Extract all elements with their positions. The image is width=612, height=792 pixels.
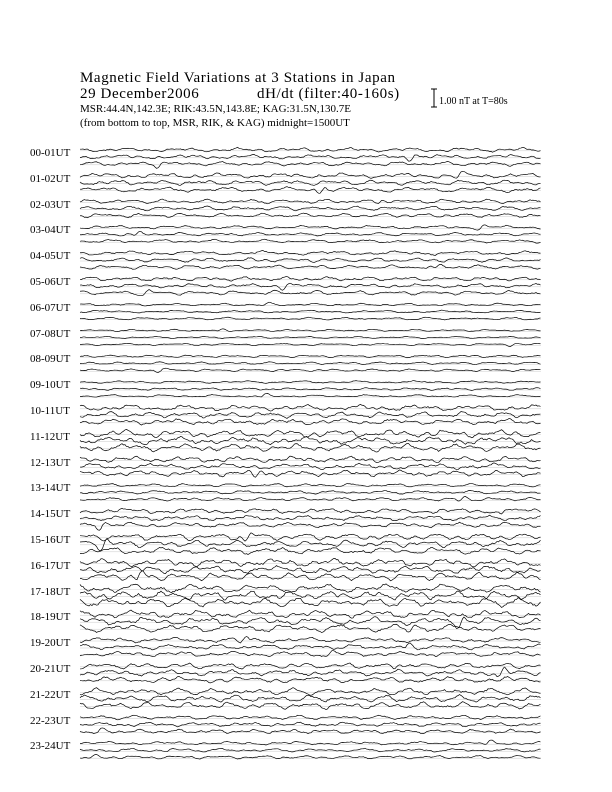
hour-label: 10-11UT bbox=[30, 405, 70, 417]
trace-kag bbox=[80, 199, 541, 204]
hour-label: 04-05UT bbox=[30, 250, 71, 263]
trace-rik bbox=[80, 258, 541, 263]
trace-rik bbox=[80, 643, 541, 650]
trace-kag bbox=[80, 250, 541, 255]
trace-kag bbox=[80, 663, 541, 669]
hour-label: 05-06UT bbox=[30, 276, 71, 288]
trace-msr bbox=[80, 598, 541, 608]
trace-rik bbox=[80, 515, 541, 520]
trace-kag bbox=[80, 637, 541, 643]
trace-msr bbox=[80, 547, 541, 554]
trace-kag bbox=[80, 429, 541, 437]
trace-rik bbox=[80, 206, 541, 211]
trace-rik bbox=[80, 463, 541, 470]
hour-label: 01-02UT bbox=[30, 172, 71, 185]
hour-label: 17-18UT bbox=[30, 585, 71, 598]
trace-rik bbox=[80, 180, 541, 185]
hour-label: 00-01UT bbox=[30, 147, 71, 159]
trace-msr bbox=[80, 443, 541, 452]
trace-msr bbox=[80, 728, 541, 734]
trace-kag bbox=[80, 508, 541, 514]
trace-rik bbox=[80, 566, 541, 574]
hour-label: 03-04UT bbox=[30, 224, 71, 237]
trace-kag bbox=[80, 456, 541, 462]
hour-label: 07-08UT bbox=[30, 327, 71, 340]
station-order-note: (from bottom to top, MSR, RIK, & KAG) midnight=1500UT bbox=[80, 117, 350, 129]
trace-msr bbox=[80, 522, 541, 530]
hour-label: 19-20UT bbox=[30, 637, 71, 650]
trace-kag bbox=[80, 404, 541, 411]
station-coordinates: MSR:44.4N,142.3E; RIK:43.5N,143.8E; KAG:31.5N,130.7E bbox=[80, 103, 352, 115]
hour-label: 02-03UT bbox=[30, 198, 71, 211]
hour-label: 21-22UT bbox=[30, 688, 71, 701]
trace-kag bbox=[80, 147, 541, 152]
hour-label: 23-24UT bbox=[30, 740, 71, 753]
date-label: 29 December2006 bbox=[80, 86, 200, 102]
trace-kag bbox=[80, 484, 541, 487]
filter-label: dH/dt (filter:40-160s) bbox=[257, 86, 400, 102]
hour-label: 08-09UT bbox=[30, 353, 71, 366]
trace-msr bbox=[80, 418, 541, 425]
trace-rik bbox=[80, 617, 541, 629]
scale-label: 1.00 nT at T=80s bbox=[439, 96, 508, 107]
trace-msr bbox=[80, 290, 541, 296]
hour-label: 22-23UT bbox=[30, 714, 71, 727]
trace-kag bbox=[80, 558, 541, 566]
trace-rik bbox=[80, 412, 541, 419]
trace-kag bbox=[80, 533, 541, 541]
hour-label: 11-12UT bbox=[30, 430, 70, 443]
trace-kag bbox=[80, 225, 541, 230]
trace-rik bbox=[80, 722, 541, 727]
hour-label: 14-15UT bbox=[30, 508, 71, 521]
trace-msr bbox=[80, 343, 541, 346]
hour-label: 18-19UT bbox=[30, 611, 71, 624]
hour-label: 15-16UT bbox=[30, 534, 71, 546]
hour-label: 13-14UT bbox=[30, 482, 71, 495]
hour-label: 12-13UT bbox=[30, 456, 71, 469]
trace-msr bbox=[80, 187, 541, 194]
trace-msr bbox=[80, 368, 541, 372]
trace-rik bbox=[80, 748, 541, 752]
trace-kag bbox=[80, 302, 541, 306]
hour-label: 20-21UT bbox=[30, 663, 71, 675]
trace-msr bbox=[80, 239, 541, 243]
hour-label: 09-10UT bbox=[30, 379, 71, 392]
trace-rik bbox=[80, 695, 541, 703]
trace-msr bbox=[80, 624, 541, 632]
trace-kag bbox=[80, 584, 541, 593]
trace-rik bbox=[80, 490, 541, 494]
trace-kag bbox=[80, 277, 541, 282]
trace-kag bbox=[80, 715, 541, 720]
trace-rik bbox=[80, 591, 541, 600]
scale-bar-icon bbox=[430, 88, 438, 108]
trace-rik bbox=[80, 667, 541, 677]
trace-kag bbox=[80, 610, 541, 618]
chart-title: Magnetic Field Variations at 3 Stations in Japan bbox=[80, 70, 396, 86]
hour-label: 06-07UT bbox=[30, 301, 71, 314]
trace-msr bbox=[80, 702, 541, 710]
trace-msr bbox=[80, 213, 541, 218]
trace-kag bbox=[80, 688, 541, 696]
trace-msr bbox=[80, 470, 541, 477]
trace-kag bbox=[80, 329, 541, 332]
trace-msr bbox=[80, 393, 541, 397]
trace-msr bbox=[80, 676, 541, 682]
trace-msr bbox=[80, 264, 541, 269]
hour-label: 16-17UT bbox=[30, 559, 71, 572]
trace-kag bbox=[80, 171, 541, 178]
trace-msr bbox=[80, 651, 541, 657]
